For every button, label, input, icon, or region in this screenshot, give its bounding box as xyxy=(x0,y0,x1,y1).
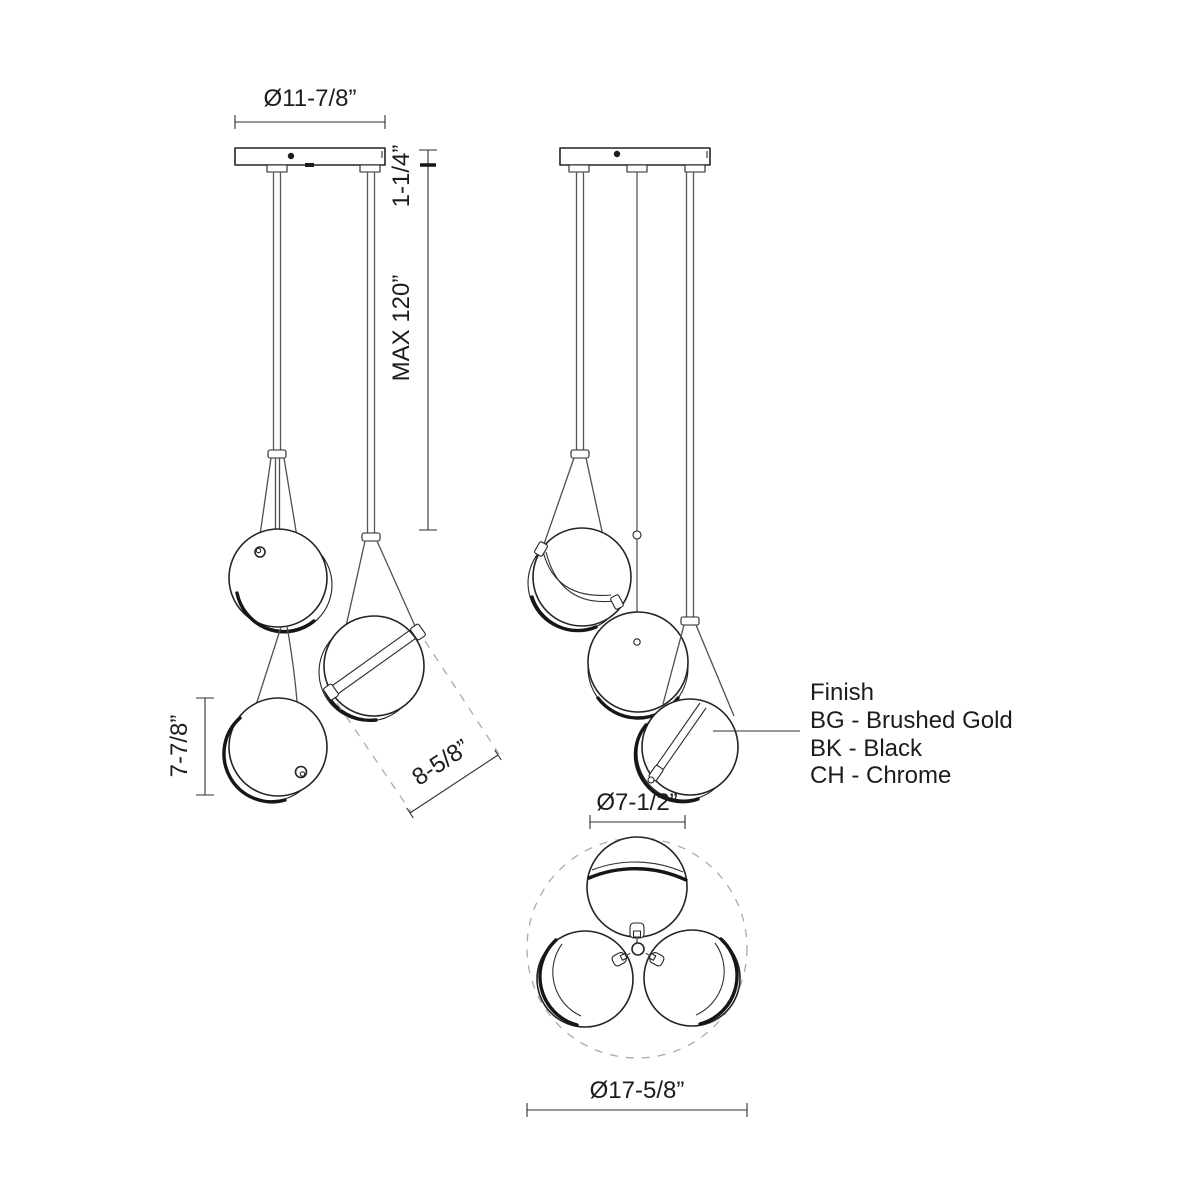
dim-label: MAX 120” xyxy=(388,274,415,382)
plan-sphere-bottom-left xyxy=(537,931,633,1027)
dim-canopy-diameter xyxy=(235,85,385,129)
hub-connector-top xyxy=(630,923,644,943)
dim-label: 1-1/4” xyxy=(388,144,415,208)
pendant-sphere-lower xyxy=(223,698,327,802)
dim-shade-diameter xyxy=(590,789,685,829)
plan-sphere-bottom-right xyxy=(644,930,740,1026)
cord-ball-joint xyxy=(633,531,641,539)
pendant-sphere-side-upper xyxy=(528,528,631,631)
cord-grip-left xyxy=(267,165,287,172)
dim-overall-diameter xyxy=(527,1077,747,1117)
canopy-screw xyxy=(614,151,620,157)
cord-collar xyxy=(268,450,286,458)
front-view xyxy=(166,85,501,818)
suspension-cord-1 xyxy=(258,172,297,549)
canopy-side xyxy=(560,148,710,172)
cord-grip-right xyxy=(360,165,380,172)
finish-heading: Finish xyxy=(810,679,875,706)
dim-label: 8-5/8” xyxy=(407,734,475,792)
side-view xyxy=(528,148,1013,802)
suspension-cord-2 xyxy=(332,172,419,689)
top-connector xyxy=(634,639,640,645)
finish-option-ch: CH - Chrome xyxy=(810,762,952,789)
pendant-sphere-upper xyxy=(229,529,332,633)
cord-collar xyxy=(681,617,699,625)
cord-collar xyxy=(571,450,589,458)
finish-callout xyxy=(713,679,1013,789)
cord-grip xyxy=(569,165,589,172)
dim-label: Ø7-1/2” xyxy=(596,789,678,816)
plan-sphere-top xyxy=(587,837,687,937)
cord-grip xyxy=(627,165,647,172)
dim-pendant-height xyxy=(166,698,214,795)
suspension-cord-4 xyxy=(632,172,642,635)
cord-collar xyxy=(362,533,380,541)
hub-center xyxy=(632,943,644,955)
canopy-front xyxy=(235,148,385,172)
plan-view xyxy=(527,789,747,1117)
pendant-sphere-banded xyxy=(319,616,426,721)
canopy-screw xyxy=(288,153,294,159)
finish-option-bg: BG - Brushed Gold xyxy=(810,707,1013,734)
pendant-sphere-side-lower xyxy=(635,699,738,802)
dim-label: 7-7/8” xyxy=(166,714,193,778)
finish-option-bk: BK - Black xyxy=(810,735,923,762)
dim-label: Ø17-5/8” xyxy=(589,1077,685,1104)
cord-grip xyxy=(685,165,705,172)
dim-canopy-height-max-drop xyxy=(388,145,437,530)
dim-label: Ø11-7/8” xyxy=(263,85,357,112)
